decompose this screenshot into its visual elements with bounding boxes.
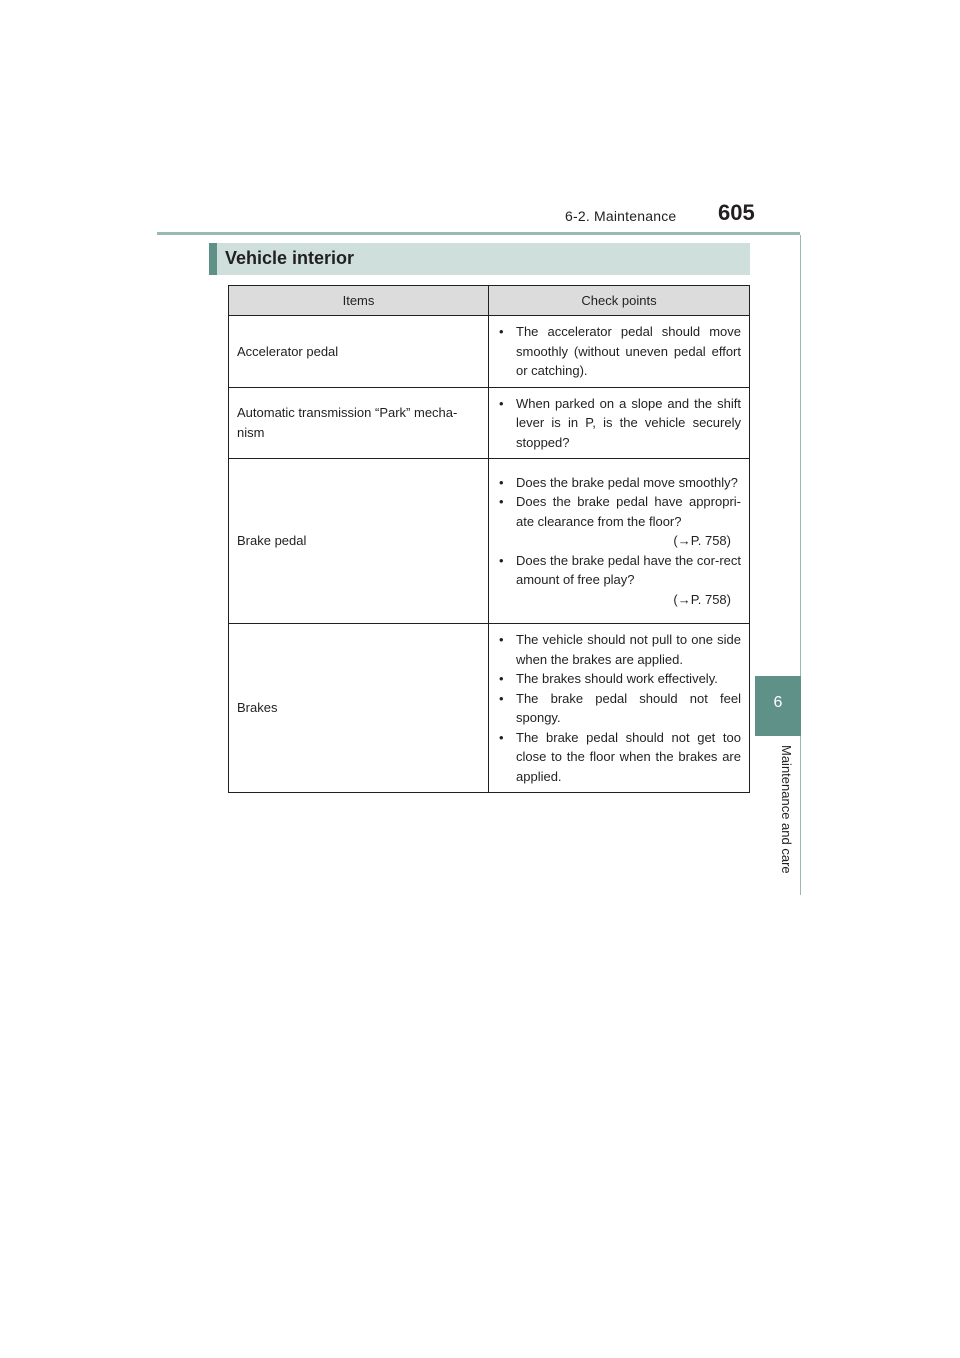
chapter-number: 6 [773,694,783,711]
table-header-row [229,286,750,316]
check-point: • Does the brake pedal move smoothly? [497,473,741,493]
page-reference: (→P. 758) [673,591,731,607]
check-points-cell [489,624,750,793]
check-point: • The accelerator pedal should move smoothly (without uneven pedal effort or catching). [497,322,741,381]
check-points-cell [489,459,750,624]
side-divider [800,235,801,895]
page-reference: (→P. 758) [673,533,731,549]
item-cell: Brake pedal [229,459,489,624]
section-heading-accent [209,243,217,275]
item-cell: Accelerator pedal [229,316,489,388]
section-title: Vehicle interior [225,248,355,268]
chapter-label: Maintenance and care [779,745,794,874]
check-point: • The brake pedal should not get too close to the floor when the brakes are applied. [497,728,741,787]
section-heading [209,243,750,275]
check-point: • The brake pedal should not feel spongy. [497,689,741,728]
check-point [497,492,741,551]
item-cell: Brakes [229,624,489,793]
check-point: • The vehicle should not pull to one side when the brakes are applied. [497,630,741,669]
check-points-cell [489,387,750,459]
table-row [229,387,750,459]
table-row [229,316,750,388]
column-header-check-points: Check points [489,286,750,316]
chapter-tab [755,676,801,736]
item-cell: Automatic transmission “Park” mecha-nism [229,387,489,459]
page-number: 605 [718,200,755,225]
table-row [229,459,750,624]
inspection-table [228,285,750,793]
check-point-text: Does the brake pedal have the cor-rect amount of free play? [516,552,741,588]
column-header-items: Items [229,286,489,316]
check-point [497,551,741,610]
check-points-cell [489,316,750,388]
table-row [229,624,750,793]
header-divider [157,232,800,235]
check-point: • When parked on a slope and the shift lever is in P, is the vehicle securely stopped? [497,394,741,453]
header-section-title: 6-2. Maintenance [565,208,677,224]
check-point: • The brakes should work effectively. [497,669,741,689]
check-point-text: Does the brake pedal have appropri-ate clearance from the floor? [516,494,741,529]
